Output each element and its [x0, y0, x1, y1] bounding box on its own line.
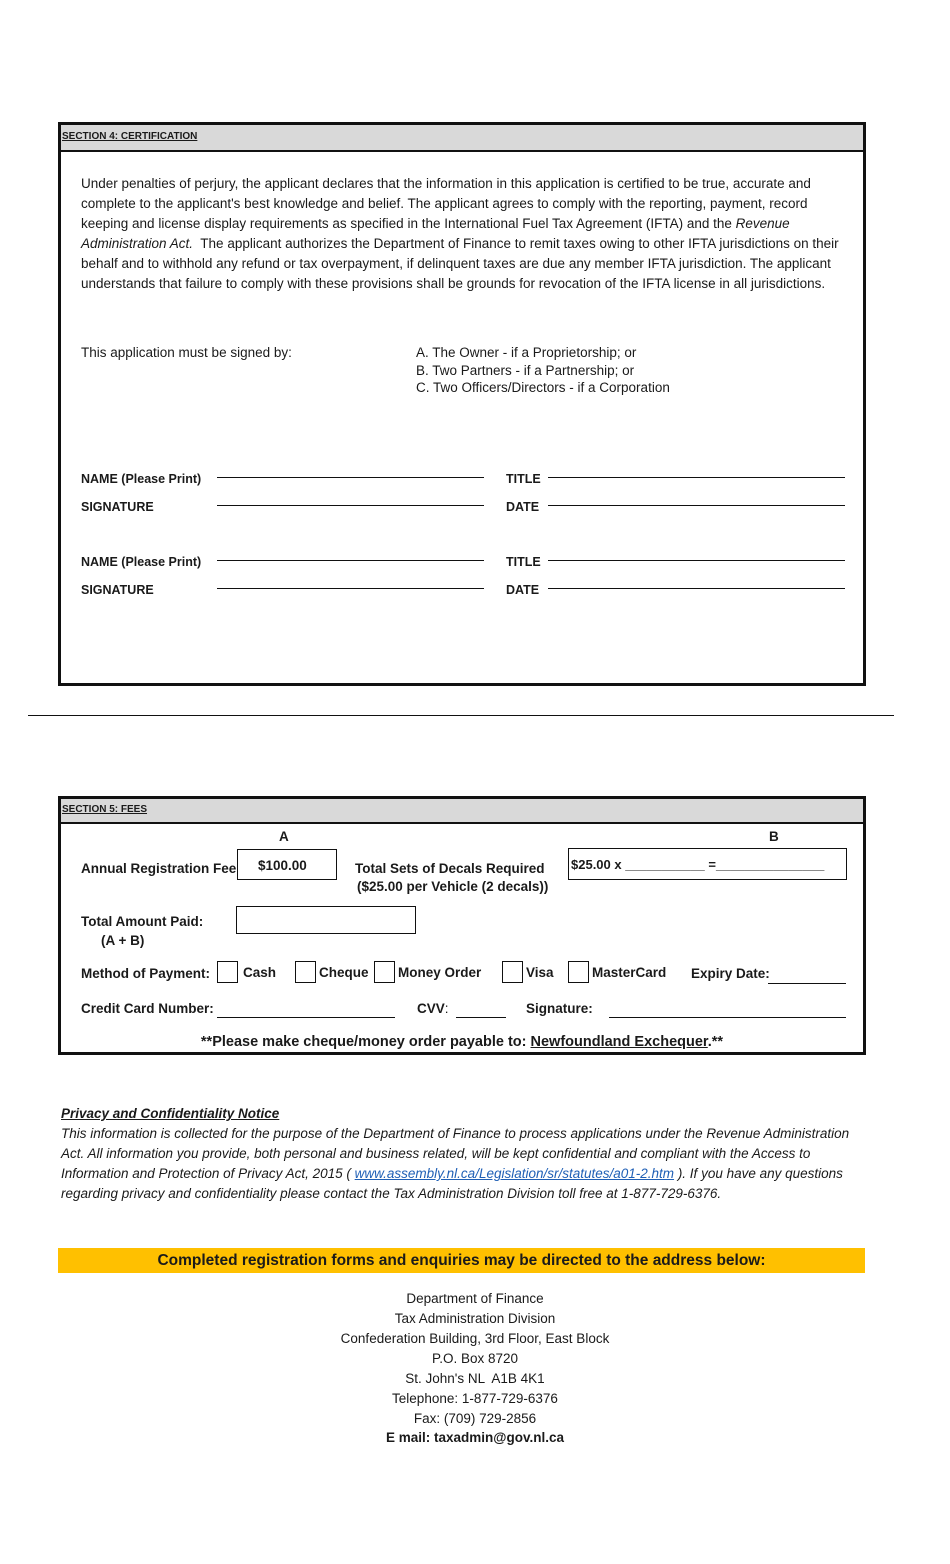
title-label-1: TITLE [506, 472, 541, 486]
address-banner: Completed registration forms and enquiries may be directed to the address below: [58, 1248, 865, 1273]
cash-checkbox[interactable] [217, 961, 238, 983]
name-field-2[interactable] [217, 560, 484, 561]
cvv-field[interactable] [456, 1017, 506, 1018]
decal-calculation-box[interactable] [568, 848, 847, 880]
signature-label-2: SIGNATURE [81, 583, 154, 597]
annual-fee-box [237, 849, 337, 880]
annual-fee-value: $100.00 [258, 858, 307, 873]
section-5-header [61, 799, 863, 824]
total-amount-label: Total Amount Paid: [81, 914, 204, 929]
address-email: E mail: taxadmin@gov.nl.ca [386, 1430, 564, 1445]
signature-field-2[interactable] [217, 588, 484, 589]
privacy-notice [61, 1104, 871, 1204]
date-label-1: DATE [506, 500, 540, 514]
privacy-title: Privacy and Confidentiality Notice [61, 1106, 280, 1121]
address-line-city: St. John's NL A1B 4K1 [405, 1371, 545, 1386]
name-label-2: NAME (Please Print) [81, 555, 202, 569]
money-order-checkbox[interactable] [374, 961, 395, 983]
signer-option-b: B. Two Partners - if a Partnership; or [416, 362, 635, 378]
date-label-2: DATE [506, 583, 540, 597]
total-amount-subtext: (A + B) [101, 933, 145, 948]
title-label-2: TITLE [506, 555, 541, 569]
cvv-colon: : [444, 1001, 449, 1016]
privacy-body [61, 1124, 871, 1204]
total-amount-field[interactable] [236, 906, 416, 934]
title-field-2[interactable] [548, 560, 845, 561]
page-divider [28, 715, 894, 716]
signer-option-c: C. Two Officers/Directors - if a Corporation [416, 380, 670, 395]
decals-label: Total Sets of Decals Required [355, 861, 545, 876]
address-line-po-box: P.O. Box 8720 [431, 1351, 519, 1366]
section-4-certification [58, 122, 866, 686]
certification-text-2: The applicant authorizes the Department of Finance to remit taxes owing to other IFTA jurisdictions on their behalf and to withhold any refund or tax overpayment, if delinquent taxes are due any member IFTA jurisdiction. The applicant understands that failure to comply with these provisions shall be grounds for revocation of the IFTA license in all jurisdictions. [81, 236, 843, 291]
money-order-label: Money Order [398, 965, 482, 980]
section-4-title: SECTION 4: CERTIFICATION [62, 131, 198, 142]
annual-fee-label: Annual Registration Fee [81, 861, 237, 876]
address-line-telephone: Telephone: 1-877-729-6376 [392, 1391, 558, 1406]
mastercard-checkbox[interactable] [568, 961, 589, 983]
section-4-header [61, 125, 863, 152]
address-line-fax: Fax: (709) 729-2856 [413, 1411, 537, 1426]
section-5-title: SECTION 5: FEES [62, 804, 148, 815]
certification-text-1: Under penalties of perjury, the applicant declares that the information in this application is certified to be true, accurate and complete to the applicant's best knowledge and belief. The applicant agrees to comply with the reporting, payment, record keeping and license display requirements as specified in the International Fuel Tax Agreement (IFTA) and the [81, 176, 811, 231]
signature-field-1[interactable] [217, 505, 484, 506]
cheque-label: Cheque [319, 965, 369, 980]
card-signature-label: Signature: [526, 1001, 593, 1016]
decals-subtext: ($25.00 per Vehicle (2 decals)) [357, 879, 549, 894]
signature-label-1: SIGNATURE [81, 500, 154, 514]
date-field-2[interactable] [548, 588, 845, 589]
credit-card-label: Credit Card Number: [81, 1001, 214, 1016]
revenue-act-name: Revenue Administration Act. [81, 216, 790, 251]
visa-label: Visa [526, 965, 554, 980]
mailing-address [0, 1289, 950, 1447]
column-a-label: A [279, 829, 289, 844]
payable-suffix: .** [707, 1034, 724, 1050]
privacy-text-1: This information is collected for the purpose of the Department of Finance to process applications under the Revenue Administration Act. All information you provide, both personal and business related, will be kept confidential and compliant with the Access to Information and Protection of Privacy Act, 2015 ( [61, 1126, 853, 1181]
privacy-text-2: ). If you have any questions regarding privacy and confidentiality please contact the Tax Administration Division toll free at 1-877-729-6376. [61, 1166, 847, 1201]
credit-card-field[interactable] [217, 1017, 395, 1018]
card-signature-field[interactable] [609, 1017, 846, 1018]
signed-by-label: This application must be signed by: [81, 345, 292, 360]
cheque-checkbox[interactable] [295, 961, 316, 983]
payment-method-label: Method of Payment: [81, 966, 211, 981]
column-b-label: B [769, 829, 779, 844]
payable-notice [61, 1034, 863, 1052]
date-field-1[interactable] [548, 505, 845, 506]
certification-paragraph [81, 174, 845, 294]
cvv-label [417, 1000, 449, 1018]
cash-label: Cash [243, 965, 277, 980]
visa-checkbox[interactable] [502, 961, 523, 983]
address-line-department: Department of Finance [406, 1291, 544, 1306]
name-label-1: NAME (Please Print) [81, 472, 202, 486]
legislation-link[interactable]: www.assembly.nl.ca/Legislation/sr/statutes/a01-2.htm [354, 1166, 675, 1181]
mastercard-label: MasterCard [592, 965, 667, 980]
expiry-date-label: Expiry Date: [691, 966, 770, 981]
address-line-division: Tax Administration Division [394, 1311, 556, 1326]
decal-formula: $25.00 x ___________ =_______________ [571, 857, 825, 872]
section-5-fees [58, 796, 866, 1055]
cvv-label-text: CVV [417, 1001, 445, 1016]
name-field-1[interactable] [217, 477, 484, 478]
title-field-1[interactable] [548, 477, 845, 478]
payable-name: Newfoundland Exchequer [530, 1034, 708, 1050]
signer-option-a: A. The Owner - if a Proprietorship; or [416, 345, 637, 360]
expiry-date-field[interactable] [768, 983, 846, 984]
address-line-building: Confederation Building, 3rd Floor, East Block [340, 1331, 610, 1346]
payable-prefix: **Please make cheque/money order payable to: [200, 1034, 531, 1050]
